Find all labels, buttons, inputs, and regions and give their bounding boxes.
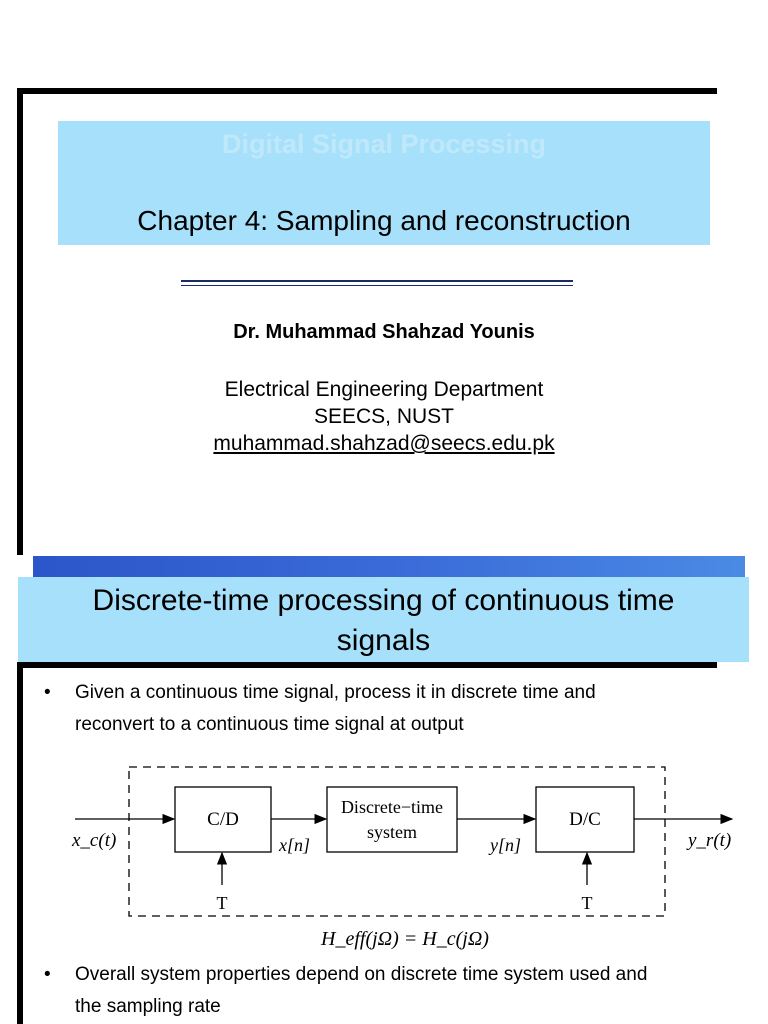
institution: SEECS, NUST: [313, 405, 455, 428]
cd-label: C/D: [207, 809, 239, 830]
bullet1-line2: reconvert to a continuous time signal at output: [75, 714, 464, 735]
bullet-icon: •: [44, 682, 51, 703]
equation: H_eff(jΩ) = H_c(jΩ): [321, 928, 489, 950]
cd-period-label: T: [216, 893, 228, 913]
yn-label: y[n]: [490, 835, 521, 855]
slide2-title-line2: signals: [336, 624, 431, 657]
email-link[interactable]: muhammad.shahzad@seecs.edu.pk: [213, 432, 555, 455]
department: Electrical Engineering Department: [224, 378, 544, 401]
slide2-header-strip: [33, 556, 745, 577]
slide1-title-box: [58, 121, 710, 245]
dt-label-line1: Discrete−time: [340, 797, 444, 817]
bullet2-line2: the sampling rate: [75, 996, 221, 1017]
affiliation-block: [0, 376, 768, 457]
bullet1-line1: Given a continuous time signal, process it in discrete time and: [75, 682, 596, 703]
block-diagram: [60, 755, 750, 955]
input-signal-label: x_c(t): [72, 830, 117, 851]
divider-rule: [181, 280, 573, 282]
dc-label: D/C: [569, 809, 601, 830]
author-name: Dr. Muhammad Shahzad Younis: [233, 321, 535, 343]
bullet-icon: •: [44, 964, 51, 985]
output-signal-label: y_r(t): [688, 830, 732, 851]
slide2-left-border: [17, 662, 23, 1024]
slide2-top-border: [17, 662, 717, 668]
bullet2-line1: Overall system properties depend on discrete time system used and: [75, 964, 648, 985]
slide2-title-line1: Discrete-time processing of continuous time: [92, 584, 675, 617]
xn-label: x[n]: [279, 835, 310, 855]
chapter-title: Chapter 4: Sampling and reconstruction: [137, 205, 631, 236]
slide2-title-box: [18, 577, 749, 662]
dc-period-label: T: [581, 893, 593, 913]
divider-rule-thin: [181, 285, 573, 286]
faded-course-title: Digital Signal Processing: [221, 129, 547, 159]
dt-label-line2: system: [366, 822, 418, 842]
slide1-top-border: [17, 88, 717, 94]
